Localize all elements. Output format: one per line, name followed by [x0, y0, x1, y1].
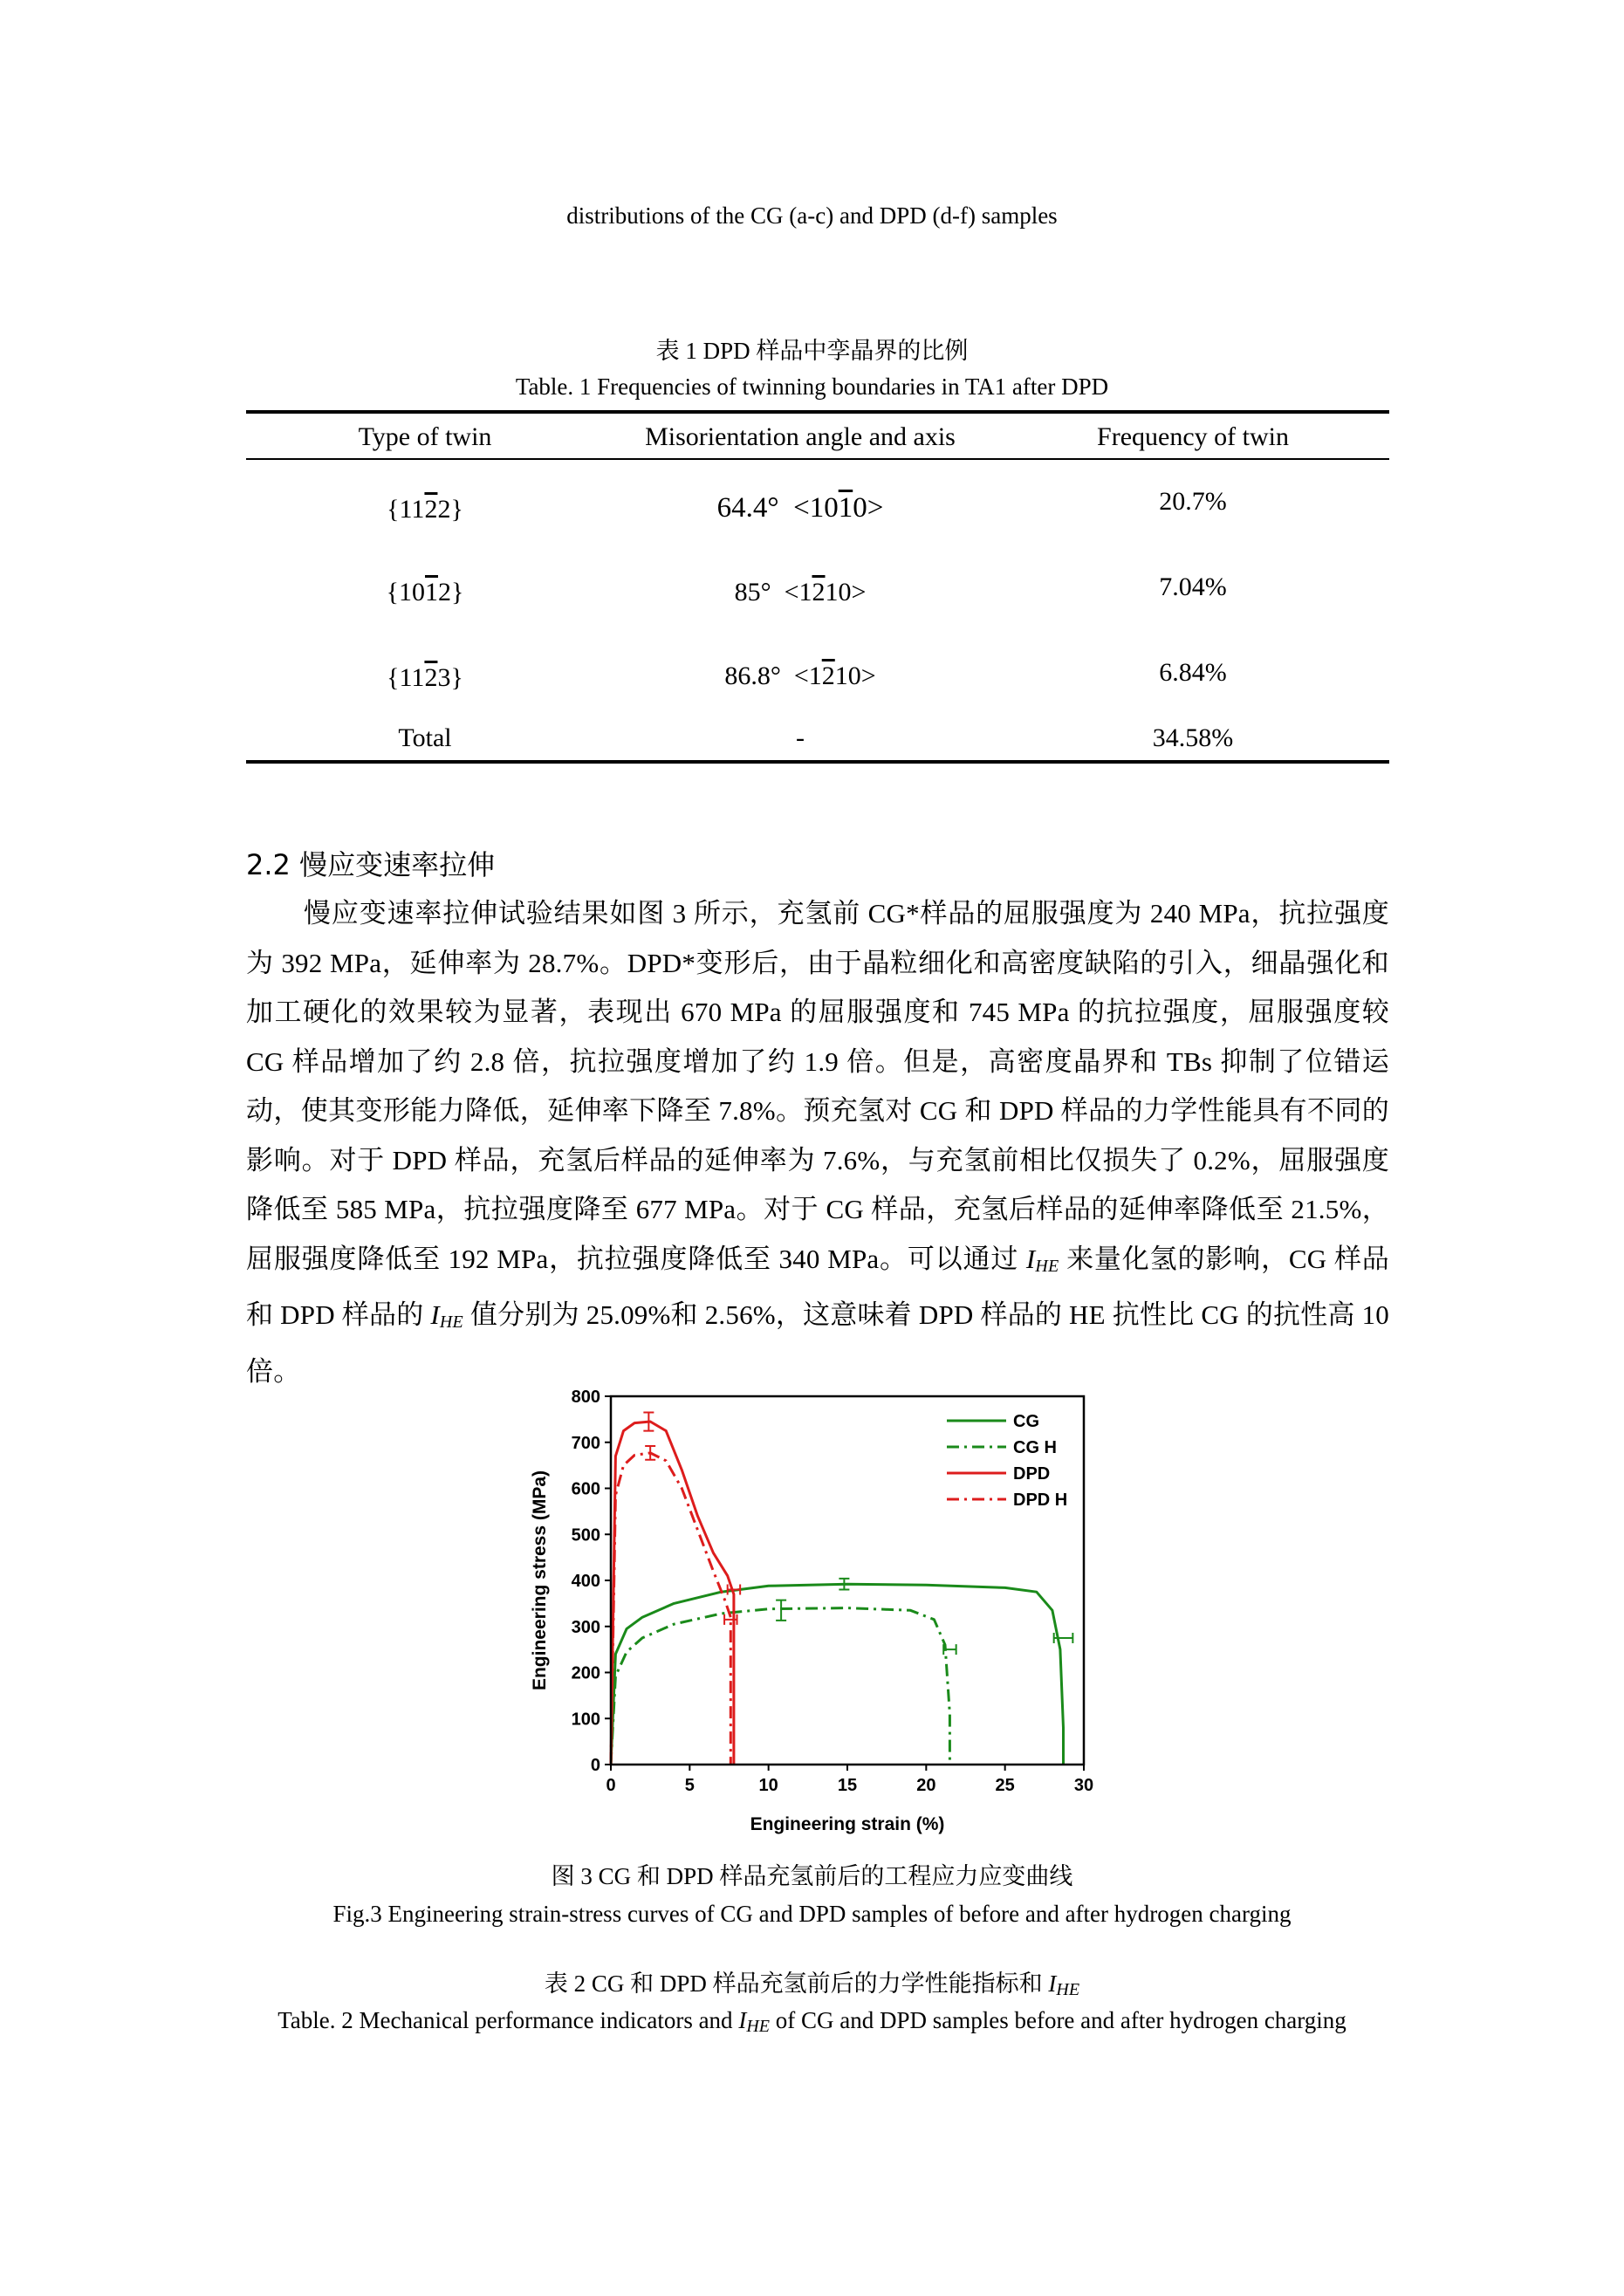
- section-heading: 2.2 慢应变速率拉伸: [246, 848, 496, 881]
- y-tick-label: 700: [571, 1433, 600, 1453]
- table1-header-frequency: Frequency of twin: [1097, 422, 1289, 451]
- y-tick-label: 600: [571, 1479, 600, 1499]
- x-tick-label: 0: [606, 1776, 616, 1795]
- table1-row-angle: 86.8° <1210>: [724, 661, 876, 690]
- y-tick-label: 300: [571, 1617, 600, 1637]
- series-line-cg-h: [611, 1608, 949, 1765]
- table1-header-type: Type of twin: [358, 422, 492, 451]
- table1-header-rule: [246, 458, 1389, 460]
- table1-row-twin: {1122}: [387, 495, 463, 524]
- y-tick-label: 200: [571, 1663, 600, 1683]
- table2-caption-en: Table. 2 Mechanical performance indicators and $I_{HE}$ of CG and DPD samples before and after hydrogen charging: [278, 2007, 1346, 2036]
- table1-row-frequency: 7.04%: [1159, 572, 1227, 601]
- table2-caption-cn: 表 2 CG 和 DPD 样品充氢前后的力学性能指标和 $I_{HE}$: [544, 1970, 1080, 1999]
- legend-label: CG: [1013, 1412, 1039, 1431]
- y-tick-label: 400: [571, 1572, 600, 1591]
- y-tick-label: 500: [571, 1525, 600, 1546]
- table1-row-twin: {1012}: [386, 578, 464, 607]
- table1-caption-cn: 表 1 DPD 样品中孪晶界的比例: [655, 338, 969, 364]
- table1-caption-en: Table. 1 Frequencies of twinning boundaries in TA1 after DPD: [515, 374, 1109, 400]
- x-tick-label: 30: [1073, 1776, 1094, 1795]
- legend-label: DPD: [1013, 1464, 1051, 1484]
- table1-row-frequency: 6.84%: [1159, 658, 1227, 687]
- series-line-cg: [611, 1584, 1064, 1765]
- x-tick-label: 10: [758, 1776, 778, 1795]
- table1-row-angle: 85° <1210>: [734, 578, 867, 607]
- legend-label: CG H: [1013, 1438, 1057, 1457]
- x-axis-label: Engineering strain (%): [750, 1814, 945, 1834]
- y-tick-label: 0: [590, 1756, 600, 1775]
- error-bar: [776, 1600, 786, 1621]
- y-tick-label: 100: [571, 1710, 600, 1730]
- x-tick-label: 5: [684, 1776, 695, 1795]
- table1-row-angle: 64.4° <1010>: [716, 492, 884, 524]
- figure-caption-en: Fig.3 Engineering strain-stress curves of CG and DPD samples of before and after hydrogen charging: [332, 1901, 1292, 1927]
- table1-row-twin: {1123}: [387, 663, 463, 692]
- section-paragraph: 慢应变速率拉伸试验结果如图 3 所示，充氢前 CG*样品的屈服强度为 240 MPa，抗拉强度为 392 MPa，延伸率为 28.7%。DPD*变形后，由于晶粒细化和高密度缺陷的引入，细晶强化和加工硬化的效果较为显著，表现出 670 MPa 的屈服强度和 745 MPa 的抗拉强度，屈服强度较 CG 样品增加了约 2.8 倍，抗拉强度增加了约 1.9 倍。但是，高密度晶界和 TBs 抑制了位错运动，使其变形能力降低，延伸率下降至 7.8%。预充氢对 CG 和 DPD 样品的力学性能具有不同的影响。对于 DPD 样品，充氢后样品的延伸率为 7.6%，与充氢前相比仅损失了 0.2%，屈服强度降低至 585 MPa，抗拉强度降至 677 MPa。对于 CG 样品，充氢后样品的延伸率降低至 21.5%，屈服强度降低至 192 MPa，抗拉强度降低至 340 MPa。可以通过 $I_{HE}$ 来量化氢的影响，CG 样品和 DPD 样品的 $I_{HE}$ 值分别为 25.09%和 2.56%，这意味着 DPD 样品的 HE 抗性比 CG 的抗性高 10 倍。: [246, 898, 1390, 1387]
- table1-top-rule: [246, 410, 1389, 414]
- x-tick-label: 25: [995, 1776, 1015, 1795]
- series-line-dpd-h: [611, 1453, 730, 1765]
- error-bar: [645, 1446, 655, 1460]
- previous-figure-caption: distributions of the CG (a-c) and DPD (d-f) samples: [566, 202, 1058, 229]
- table1-row-frequency: 20.7%: [1159, 487, 1227, 516]
- table1-total-label: Total: [398, 723, 452, 752]
- x-tick-label: 15: [837, 1776, 858, 1795]
- table1-total-angle: -: [796, 723, 805, 752]
- table1-total-frequency: 34.58%: [1152, 723, 1234, 752]
- y-axis-label: Engineering stress (MPa): [530, 1470, 550, 1691]
- x-tick-label: 20: [916, 1776, 936, 1795]
- figure-caption-cn: 图 3 CG 和 DPD 样品充氢前后的工程应力应变曲线: [551, 1863, 1073, 1889]
- table1-bottom-rule: [246, 760, 1389, 764]
- legend-label: DPD H: [1013, 1491, 1068, 1510]
- table1-header-angle: Misorientation angle and axis: [645, 422, 956, 451]
- y-tick-label: 800: [571, 1388, 600, 1407]
- stress-strain-chart: [519, 1383, 1113, 1841]
